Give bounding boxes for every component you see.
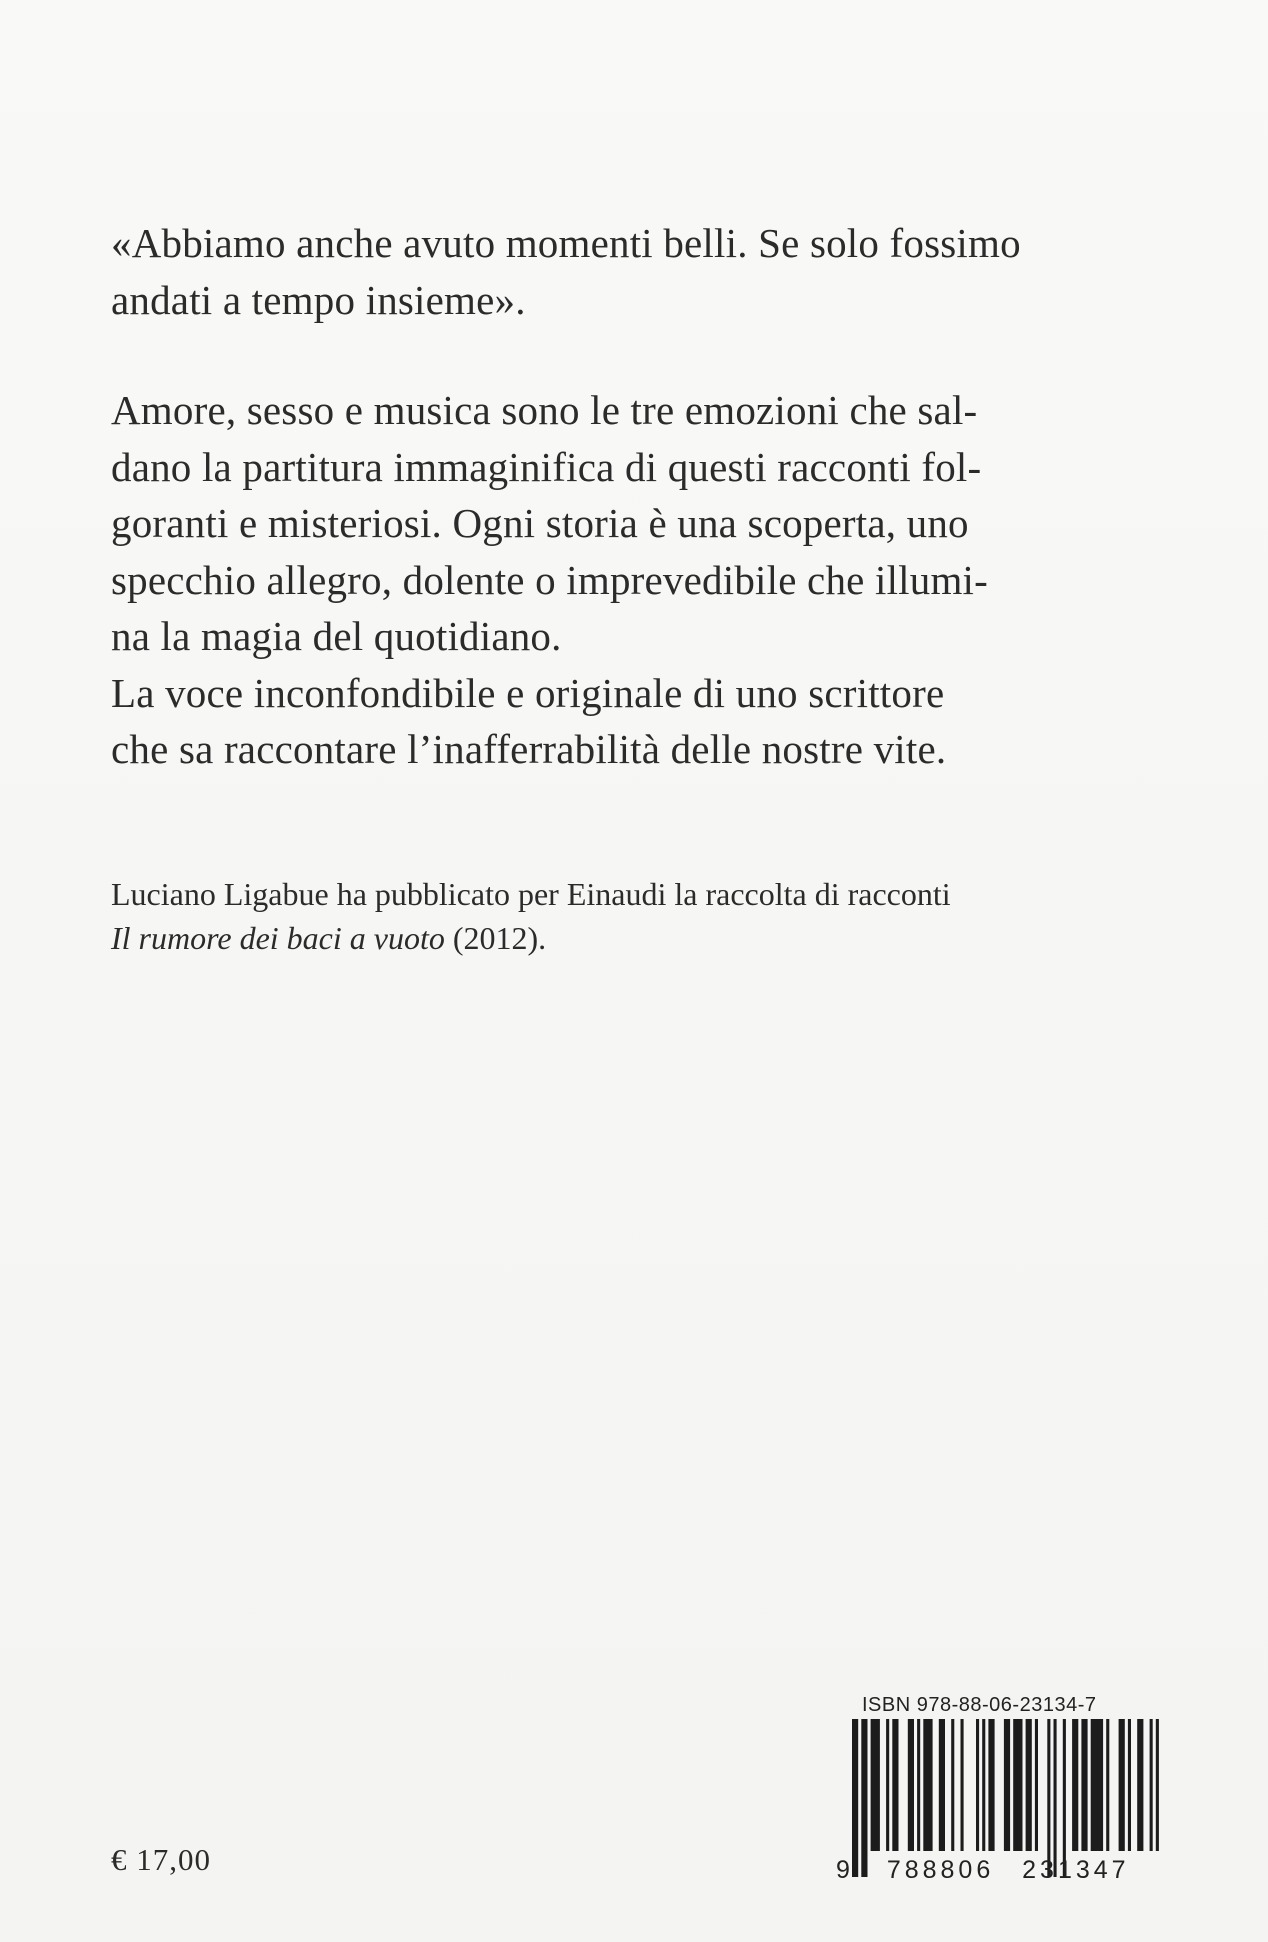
barcode-bar xyxy=(1119,1719,1125,1851)
barcode-bar xyxy=(988,1719,994,1851)
barcode-bar xyxy=(1106,1719,1109,1851)
barcode-bar xyxy=(939,1719,945,1851)
barcode-digits xyxy=(836,1856,1130,1884)
barcode-bar xyxy=(871,1719,880,1851)
barcode-bar xyxy=(951,1719,954,1851)
blurb-line-6: La voce inconfondibile e originale di uno scrittore xyxy=(111,669,945,716)
barcode-digits-left: 788806 xyxy=(886,1856,995,1884)
barcode-bar xyxy=(1137,1719,1143,1851)
author-bio xyxy=(111,872,1171,960)
book-blurb xyxy=(111,382,1171,778)
barcode-bar xyxy=(1035,1719,1038,1851)
barcode-digits-right: 231347 xyxy=(1022,1856,1130,1884)
barcode-bar xyxy=(976,1719,979,1851)
barcode-bar xyxy=(852,1719,858,1877)
barcode-bar xyxy=(1128,1719,1131,1851)
blurb-line-4: specchio allegro, dolente o imprevedibile che illumi- xyxy=(111,556,989,603)
blurb-line-2: dano la partitura immaginifica di questi racconti fol- xyxy=(111,443,982,490)
isbn-label: ISBN 978-88-06-23134-7 xyxy=(862,1694,1097,1716)
barcode-bar xyxy=(1004,1719,1010,1851)
barcode-bar xyxy=(917,1719,920,1851)
barcode-digit-first: 9 xyxy=(836,1856,850,1884)
previous-book-year: (2012). xyxy=(444,920,547,956)
previous-book-title: Il rumore dei baci a vuoto xyxy=(111,920,445,956)
quote-line-2: andati a tempo insieme». xyxy=(111,277,526,323)
blurb-line-7: che sa raccontare l’inafferrabilità delle nostre vite. xyxy=(111,726,947,772)
cover-quote xyxy=(111,215,1171,329)
barcode-bar xyxy=(1072,1719,1078,1851)
barcode-bar xyxy=(1054,1719,1057,1877)
barcode-bar xyxy=(1081,1719,1087,1851)
barcode-bar xyxy=(961,1719,964,1851)
barcode-bar xyxy=(1156,1719,1159,1851)
blurb-line-3: goranti e misteriosi. Ogni storia è una scoperta, uno xyxy=(111,500,969,546)
barcode-bar xyxy=(908,1719,914,1851)
author-bio-line-1: Luciano Ligabue ha pubblicato per Einaudi la raccolta di racconti xyxy=(111,876,951,912)
barcode-bar xyxy=(886,1719,889,1851)
isbn-barcode xyxy=(840,1719,1160,1879)
price-label: € 17,00 xyxy=(111,1842,211,1877)
barcode-bar xyxy=(1013,1719,1022,1851)
barcode-bars xyxy=(840,1719,1160,1879)
blurb-line-1: Amore, sesso e musica sono le tre emozioni che sal- xyxy=(111,387,978,433)
barcode-bar xyxy=(1047,1719,1050,1877)
author-bio-line-2 xyxy=(111,916,1171,960)
barcode-bar xyxy=(1026,1719,1032,1851)
barcode-bar xyxy=(923,1719,932,1851)
barcode-bar xyxy=(982,1719,985,1851)
barcode-bar xyxy=(1063,1719,1066,1877)
barcode-bar xyxy=(892,1719,898,1851)
blurb-line-5: na la magia del quotidiano. xyxy=(111,613,562,659)
quote-line-1: «Abbiamo anche avuto momenti belli. Se solo fossimo xyxy=(111,220,1021,266)
barcode-bar xyxy=(1091,1719,1103,1851)
barcode-bar xyxy=(861,1719,867,1877)
barcode-bar xyxy=(1150,1719,1153,1851)
